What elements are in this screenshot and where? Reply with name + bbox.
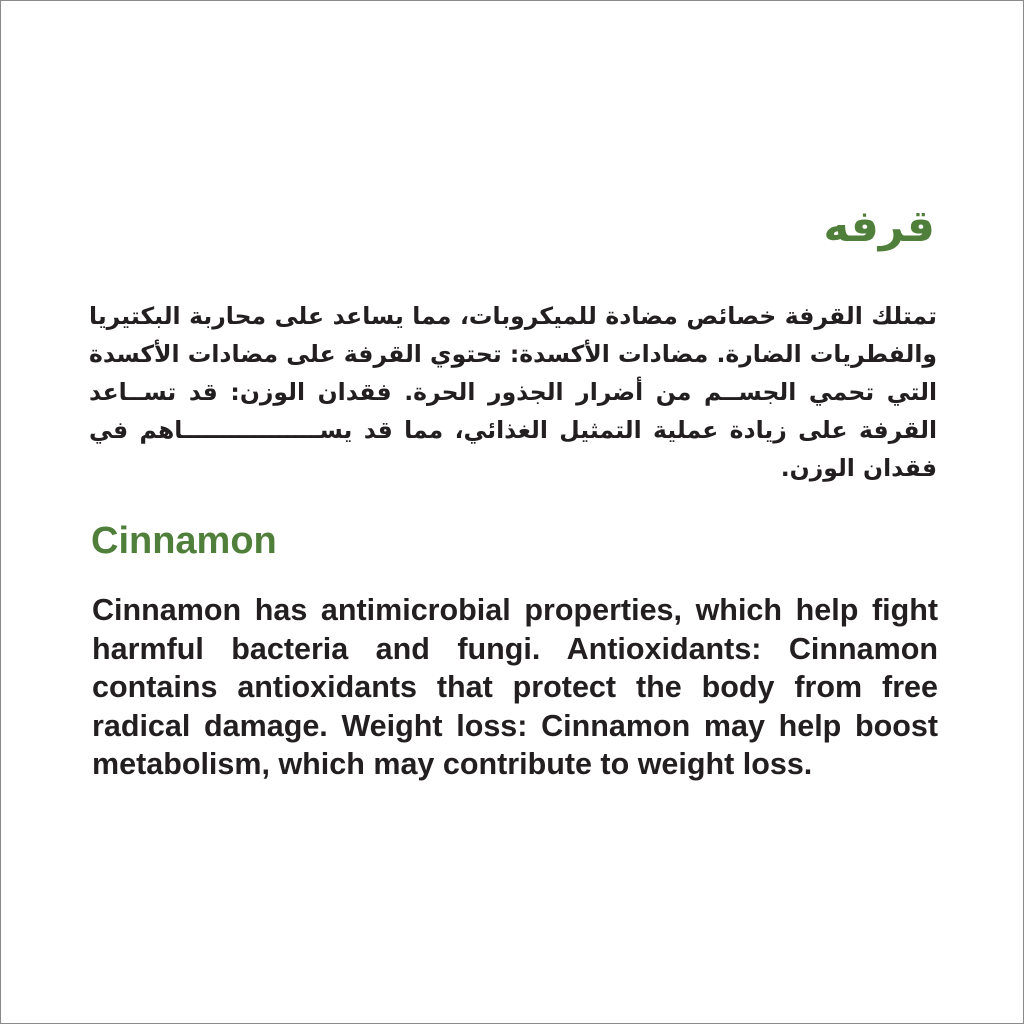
arabic-title: قرفه xyxy=(823,201,935,252)
english-body: Cinnamon has antimicrobial properties, which help fight harmful bacteria and fungi. Antioxidants: Cinnamon contains antioxidants that protect the body from free radical damage. Weight loss: Cinnamon may help boost metabolism, which may contribute to weight loss. xyxy=(92,593,938,781)
arabic-body: تمتلك القرفة خصائص مضادة للميكروبات، مما يساعد على محاربة البكتيريا والفطريات الضارة. مضادات الأكسدة: تحتوي القرفة على مضادات الأكسدة التي تحمي الجســم من أضرار الجذور الحرة. فقدان الوزن: قد تســاعد القرفة على زيادة عملية التمثيل الغذائي، مما قد يســـــــــــــــــاهم في فقدان الوزن. xyxy=(89,302,937,482)
english-title: Cinnamon xyxy=(91,520,277,562)
